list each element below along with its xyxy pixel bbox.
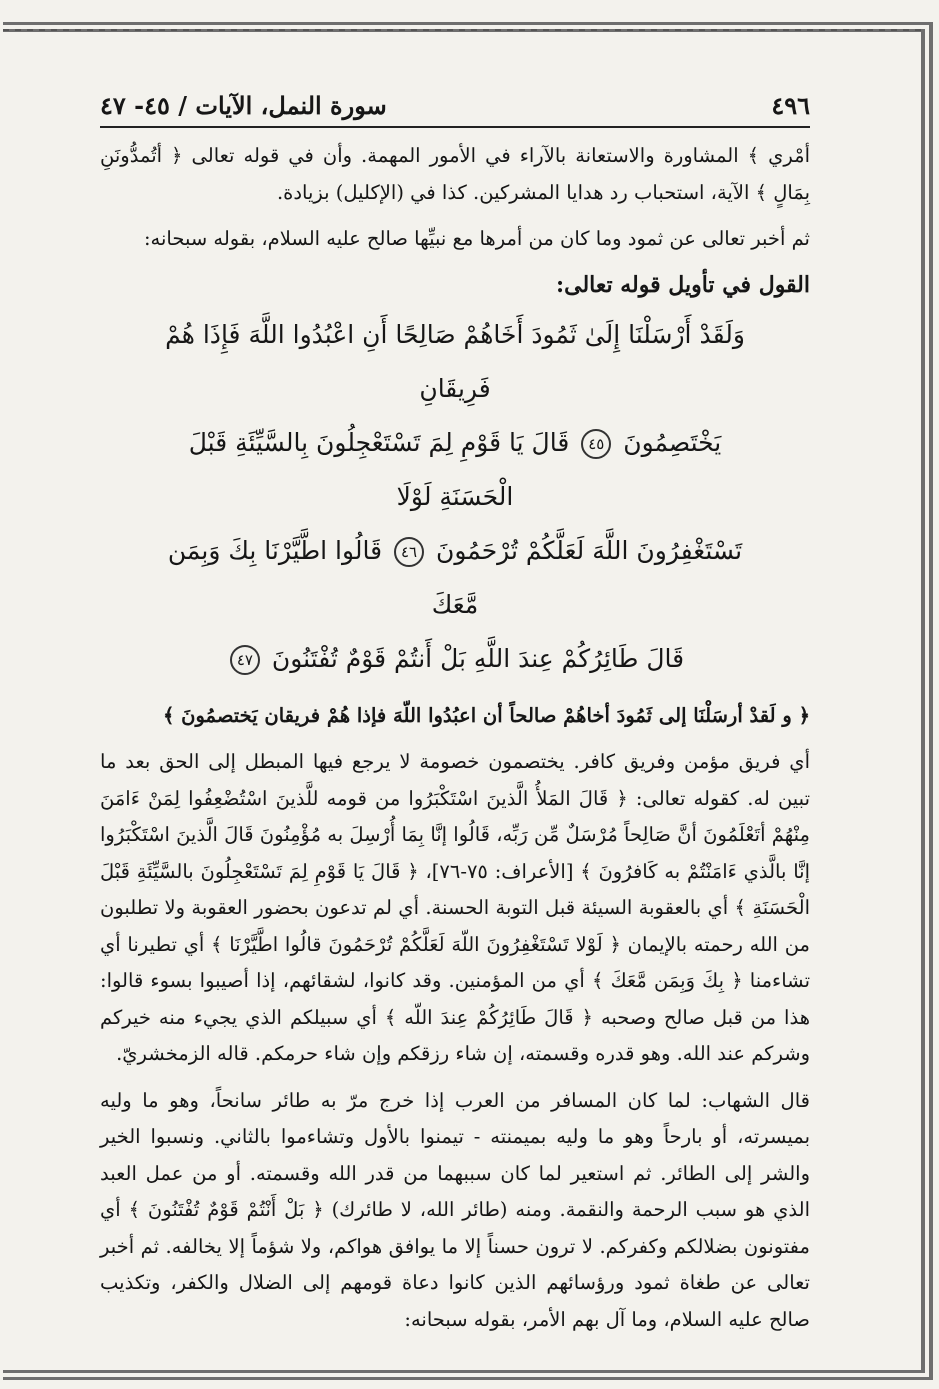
- verse-line-3-end: قَالُوا اطَّيَّرْنَا بِكَ وَبِمَن مَّعَكَ: [167, 535, 479, 619]
- quran-verses: [160, 308, 750, 686]
- page-header: [100, 80, 810, 128]
- verse-line-4-text: قَالَ طَائِرُكُمْ عِندَ اللَّهِ بَلْ أَنتُمْ قَوْمٌ تُفْتَنُونَ: [271, 643, 685, 673]
- verse-line-2-end: قَالَ يَا قَوْمِ لِمَ تَسْتَعْجِلُونَ بِالسَّيِّئَةِ قَبْلَ الْحَسَنَةِ لَوْلَا: [188, 427, 570, 511]
- verse-line-1: وَلَقَدْ أَرْسَلْنَا إِلَىٰ ثَمُودَ أَخَاهُمْ صَالِحًا أَنِ اعْبُدُوا اللَّهَ فَإِذَا هُمْ فَرِيقَانِ: [165, 319, 745, 403]
- page-number: ٤٩٦: [771, 91, 810, 120]
- commentary-paragraph-1: أي فريق مؤمن وفريق كافر. يختصمون خصومة لا يرجع فيها المبطل إلى الحق بعد ما تبين له. كقوله تعالى: ﴿ قَالَ المَلأُ الَّذينَ اسْتَكْبَرُوا من قومه للَّذينَ اسْتُضْعِفُوا لِمَنْ ءَامَنَ مِنْهُمْ أتَعْلَمُونَ أنَّ صَالِحاً مُرْسَلٌ مِّن رَبِّه، قَالُوا إنَّا بِمَا أُرْسِلَ به مُؤْمِنُونَ قَالَ الَّذينَ اسْتَكْبَرُوا إنَّا بالَّذي ءَامَنْتُمْ به كَافرُونَ ﴾ [الأعراف: ٧٥-٧٦]، ﴿ قَالَ يَا قَوْمِ لِمَ تَسْتَعْجِلُونَ بالسَّيِّئَةِ قَبْلَ الْحَسَنَةِ ﴾ أي بالعقوبة السيئة قبل التوبة الحسنة. أي لم تدعون بحضور العقوبة ولا تطلبون من الله رحمته بالإيمان ﴿ لَوْلا تَسْتَغْفِرُونَ اللّهَ لَعَلَّكُمْ تُرْحَمُونَ قالُوا اطَّيَّرْنَا ﴾ أي تطيرنا أي تشاءمنا ﴿ بِكَ وَبِمَن مَّعَكَ ﴾ أي من المؤمنين. وقد كانوا، لشقائهم، إذا أصيبوا بسوء قالوا: هذا من قبل صالح وصحبه ﴿ قَالَ طَائِرُكُمْ عِندَ اللّه ﴾ أي سبيلكم الذي يجيء منه خيركم وشركم عند الله. وهو قدره وقسمته، إن شاء رزقكم وإن شاء حرمكم. قاله الزمخشريّ.: [100, 750, 810, 1065]
- verse-line-2: [160, 416, 750, 524]
- verse-line-3-start: تَسْتَغْفِرُونَ اللَّهَ لَعَلَّكُمْ تُرْحَمُونَ: [435, 535, 743, 565]
- commentary-quote: ﴿ و لَقدْ أرسَلْنَا إلى ثَمُودَ أخاهُمْ صالحاً أن اعبُدُوا اللّهَ فإذا هُمْ فريقان يَختصمُونَ ﴾: [162, 703, 810, 727]
- commentary-paragraph-2: قال الشهاب: لما كان المسافر من العرب إذا خرج مرّ به طائر سانحاً، وهو ما وليه بميسرته، أو بارحاً وهو ما وليه بميمنته - تيمنوا بالأول وتشاءموا بالثاني. ونسبوا الخير والشر إلى الطائر. ثم استعير لما كان سببهما من قدر الله وقسمته. أو من عمل العبد الذي هو سبب الرحمة والنقمة. ومنه (طائر الله، لا طائرك) ﴿ بَلْ أَنْتُمْ قَوْمٌ تُفْتَنُونَ ﴾ أي مفتونون بضلالكم وكفركم. لا ترون حسناً إلا ما يوافق هواكم، ولا شؤماً إلا يخالفه. ثم أخبر تعالى عن طغاة ثمود ورؤسائهم الذين كانوا دعاة قومهم إلى الضلال والكفر، وتكذيب صالح عليه السلام، وما آل بهم الأمر، بقوله سبحانه:: [100, 1088, 810, 1331]
- book-page: [100, 80, 810, 1348]
- intro-paragraph-1: أمْري ﴾ المشاورة والاستعانة بالآراء في الأمور المهمة. وأن في قوله تعالى ﴿ أتُمدُّونَنِ بِمَالٍ ﴾ الآية، استحباب رد هدايا المشركين. كذا في (الإكليل) بزيادة.: [100, 144, 810, 204]
- verse-number-46: ٤٦: [394, 537, 424, 567]
- verse-number-47: ٤٧: [230, 645, 260, 675]
- section-heading: القول في تأويل قوله تعالى:: [556, 271, 810, 298]
- running-title: سورة النمل، الآيات / ٤٥- ٤٧: [100, 91, 387, 120]
- intro-paragraph-2: ثم أخبر تعالى عن ثمود وما كان من أمرها مع نبيِّها صالح عليه السلام، بقوله سبحانه:: [143, 227, 810, 250]
- verse-number-45: ٤٥: [581, 429, 611, 459]
- verse-line-2-start: يَخْتَصِمُونَ: [623, 427, 722, 457]
- verse-line-3: [160, 524, 750, 632]
- verse-line-4: [160, 632, 750, 686]
